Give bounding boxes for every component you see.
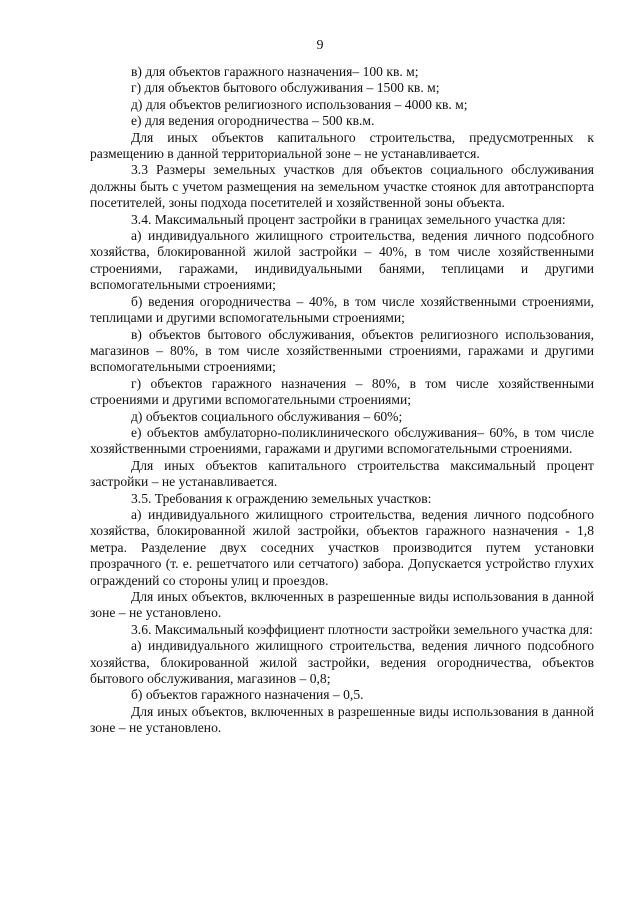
paragraph-area-consumer-services: г) для объектов бытового обслуживания – 1500 кв. м; <box>131 80 440 96</box>
paragraph-section-3-6: 3.6. Максимальный коэффициент плотности застройки земельного участка для: <box>131 621 593 637</box>
paragraph-section-3-4: 3.4. Максимальный процент застройки в границах земельного участка для: <box>131 211 566 227</box>
paragraph-section-3-5: 3.5. Требования к ограждению земельных участков: <box>131 490 432 506</box>
paragraph-coverage-d: д) объектов социального обслуживания – 60%; <box>131 408 403 424</box>
paragraph-density-b: б) объектов гаражного назначения – 0,5. <box>131 687 364 703</box>
paragraph-coverage-g: г) объектов гаражного назначения – 80%, в том числе хозяйственными строениями и другими вспомогательными строениями; <box>90 375 594 408</box>
paragraph-coverage-other: Для иных объектов капитального строительства максимальный процент застройки – не устанавливается. <box>90 457 594 490</box>
paragraph-density-a: а) индивидуального жилищного строительства, ведения личного подсобного хозяйства, блокированной жилой застройки, ведения огородничества, объектов бытового обслуживания, магазинов – 0,8; <box>90 638 594 687</box>
paragraph-area-gardening: е) для ведения огородничества – 500 кв.м. <box>131 113 375 129</box>
page-body <box>90 64 594 737</box>
paragraph-coverage-e: е) объектов амбулаторно-поликлинического обслуживания– 60%, в том числе хозяйственными строениями, гаражами и другими вспомогательными строениями. <box>90 424 594 457</box>
paragraph-coverage-a: а) индивидуального жилищного строительства, ведения личного подсобного хозяйства, блокированной жилой застройки – 40%, в том числе хозяйственными строениями, гаражами, индивидуальными банями, теплицами и другими вспомогательными строениями; <box>90 228 594 293</box>
paragraph-coverage-v: в) объектов бытового обслуживания, объектов религиозного использования, магазинов – 80%, в том числе хозяйственными строениями, гаражами и другими вспомогательными строениями; <box>90 326 594 375</box>
paragraph-area-religious: д) для объектов религиозного использования – 4000 кв. м; <box>131 96 468 112</box>
paragraph-density-other: Для иных объектов, включенных в разрешенные виды использования в данной зоне – не установлено. <box>90 703 594 736</box>
paragraph-area-garage: в) для объектов гаражного назначения– 100 кв. м; <box>131 64 419 79</box>
paragraph-coverage-b: б) ведения огородничества – 40%, в том числе хозяйственными строениями, теплицами и другими вспомогательными строениями; <box>90 293 594 326</box>
paragraph-section-3-3: 3.3 Размеры земельных участков для объектов социального обслуживания должны быть с учетом размещения на земельном участке стоянок для автотранспорта посетителей, зоны подхода посетителей и хозяйственной зоны объекта. <box>90 162 594 211</box>
paragraph-fence-other: Для иных объектов, включенных в разрешенные виды использования в данной зоне – не установлено. <box>90 589 594 621</box>
paragraph-fence-a: а) индивидуального жилищного строительства, ведения личного подсобного хозяйства, блокированной жилой застройки, объектов гаражного назначения - 1,8 метра. Разделение двух соседних участков производится путем установки прозрачного (т. е. решетчатого или сетчатого) забора. Допускается устройство глухих ограждений со стороны улиц и проездов. <box>90 506 594 588</box>
paragraph-area-other: Для иных объектов капитального строительства, предусмотренных к размещению в данной территориальной зоне – не устанавливается. <box>90 129 594 162</box>
page-number: 9 <box>316 38 324 53</box>
